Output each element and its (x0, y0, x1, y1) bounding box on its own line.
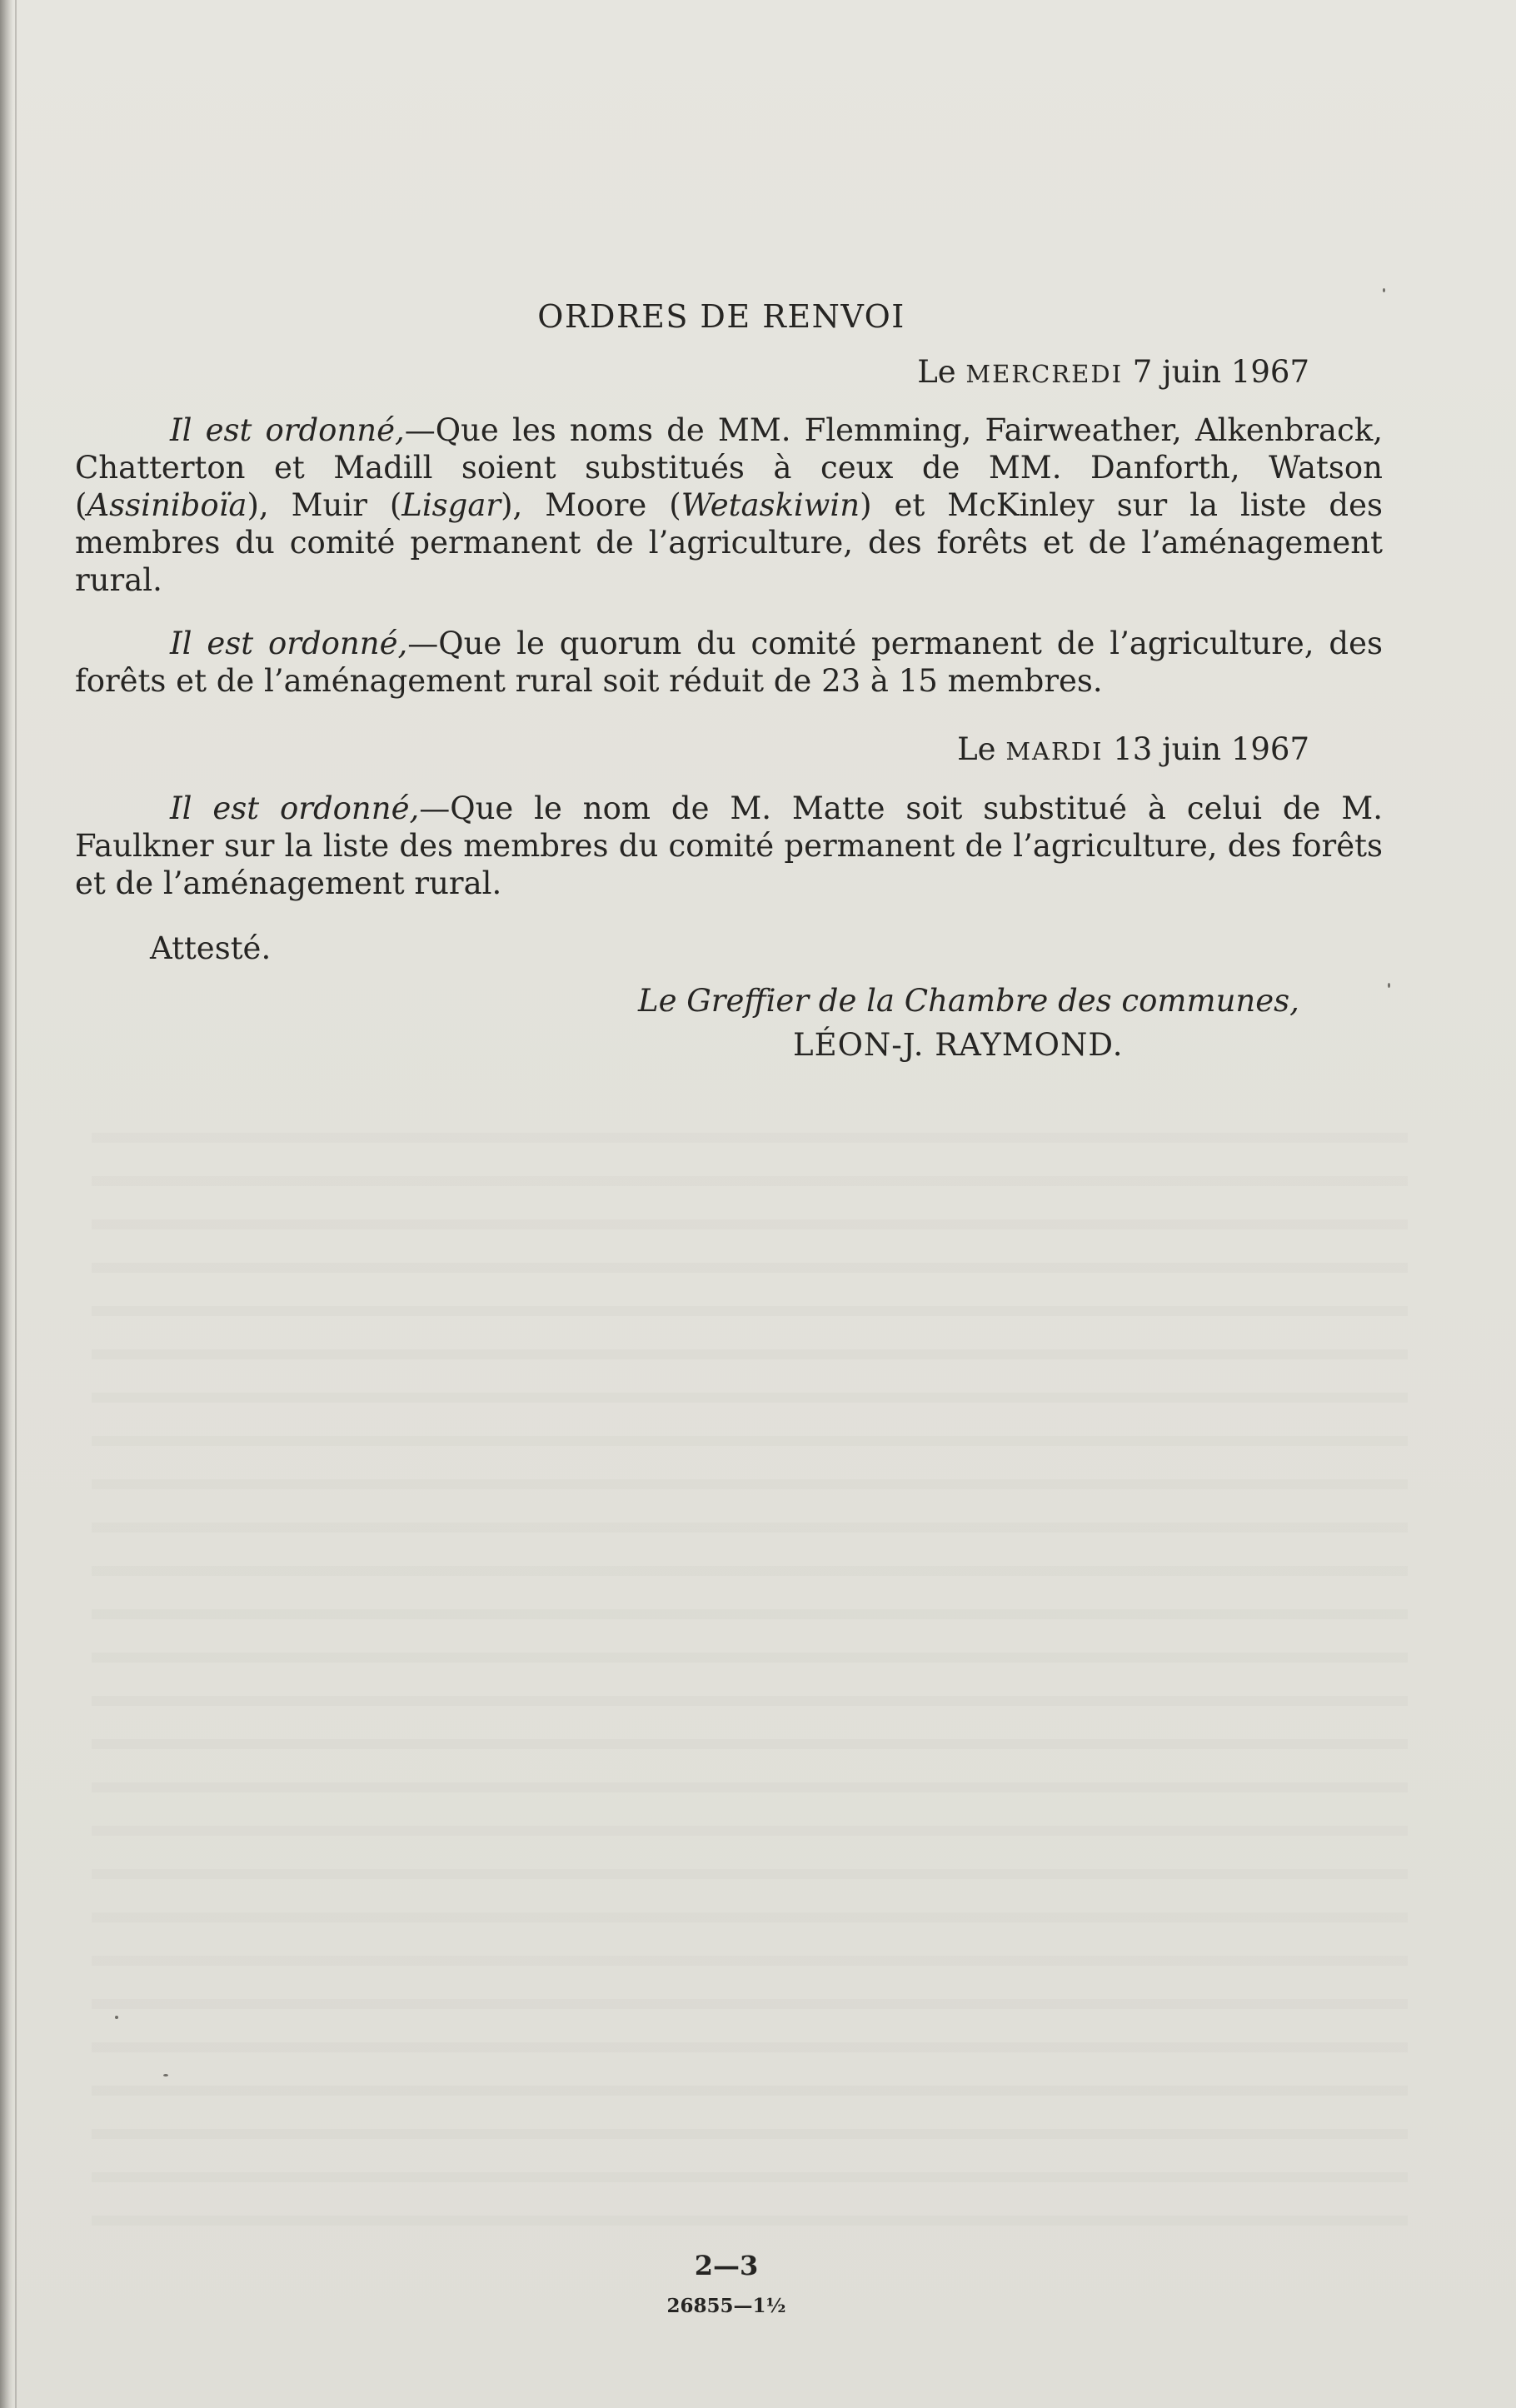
order-text: —Que le quorum du comité permanent de l’agriculture, des forêts et de l’aménagement rural soit réduit de 23 à 15 membres. (75, 626, 1384, 699)
order-text: ), Muir ( (247, 487, 402, 523)
order-lead: Il est ordonné, (170, 790, 420, 826)
ink-speck (1383, 288, 1385, 292)
order-text: ) et McKinley sur la liste des membres du comité permanent de l’agriculture, des forêts et de l’aménagement rural. (75, 487, 1383, 598)
riding-name: Assiniboïa (87, 487, 247, 523)
riding-name: Lisgar (401, 487, 501, 523)
date-day: 13 juin 1967 (1113, 731, 1309, 767)
entry-date (957, 731, 1309, 767)
print-code: 26855—1½ (666, 2295, 786, 2317)
order-text: —Que les noms de MM. Flemming, Fairweather, Alkenbrack, Chatterton et Madill soient substitués à ceux de MM. Danforth, Watson ( (75, 412, 1383, 523)
binding-edge (0, 0, 13, 2408)
order-paragraph (75, 625, 1383, 700)
order-paragraph (75, 790, 1383, 902)
order-text: —Que le nom de M. Matte soit substitué à celui de M. Faulkner sur la liste des membres du comité permanent de l’agriculture, des forêts et de l’aménagement rural. (75, 790, 1383, 901)
signature-title: Le Greffier de la Chambre des communes, (638, 983, 1299, 1019)
order-lead: Il est ordonné, (170, 626, 408, 661)
entry-date (917, 354, 1309, 390)
page-heading: ORDRES DE RENVOI (537, 298, 905, 335)
date-weekday: MERCREDI (965, 360, 1124, 388)
ink-speck (115, 2016, 118, 2019)
bleed-through-texture (92, 1108, 1408, 2232)
ink-speck (1388, 983, 1390, 988)
date-weekday: MARDI (1005, 737, 1104, 765)
attestation: Attesté. (150, 930, 272, 966)
order-text: ), Moore ( (501, 487, 681, 523)
signature-name: LÉON-J. RAYMOND. (793, 1027, 1124, 1063)
riding-name: Wetaskiwin (681, 487, 860, 523)
order-lead: Il est ordonné, (170, 412, 405, 448)
ink-speck (163, 2074, 168, 2076)
binding-shadow-line (15, 0, 17, 2408)
date-day: 7 juin 1967 (1132, 354, 1309, 390)
page-number: 2—3 (694, 2250, 759, 2281)
order-paragraph (75, 411, 1383, 599)
date-prefix: Le (917, 354, 956, 390)
date-prefix: Le (957, 731, 996, 767)
